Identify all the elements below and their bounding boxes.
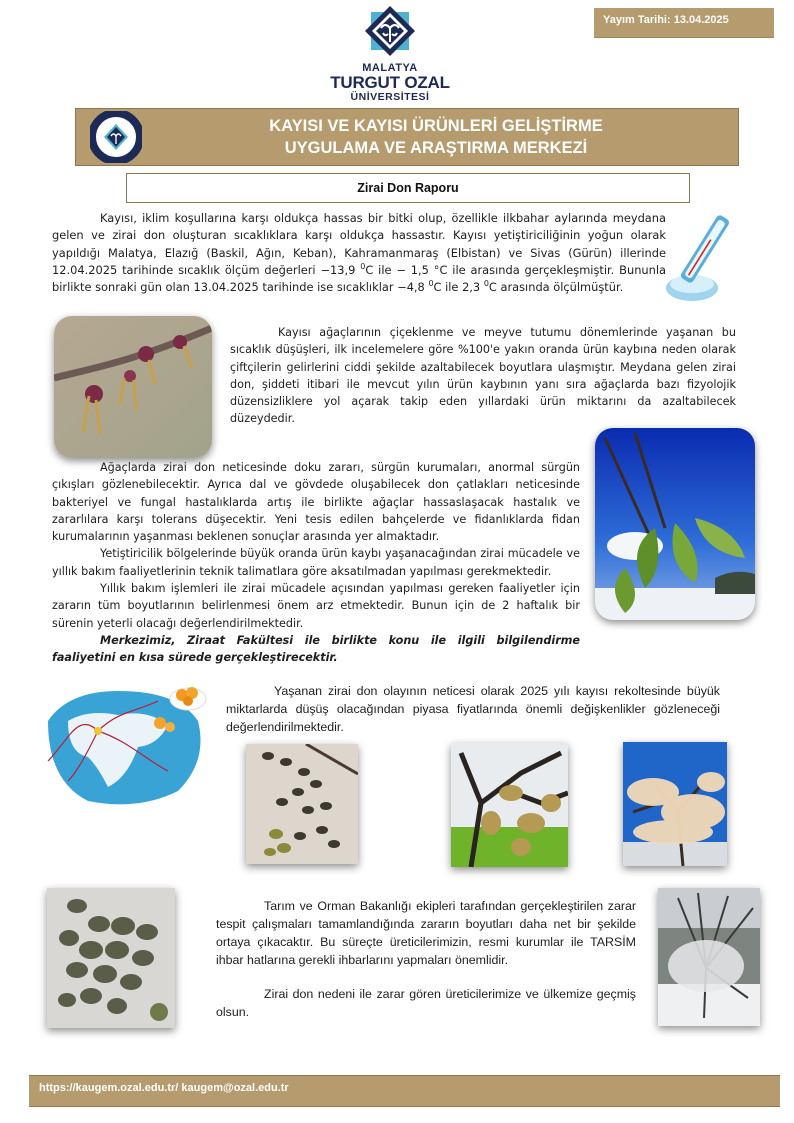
university-emblem-icon [359, 4, 421, 60]
paragraph-tree-damage: Ağaçlarda zirai don neticesinde doku zararı, sürgün kurumaları, anormal sürgün çıkışları gözlenebilecektir. Ayrıca dal ve gövdede oluşabilecek don çatlakları neticesinde bakteriyel ve fungal hastalıklarda artış ile birlikte ağaçlar hassaslaşacak hastalık ve zararlılara karşı tolerans düşecektir. Yeni tesis edilen bahçelerde ve fidanlıklarda fidan kurumalarının yaşanması beklenen sonuçlar arasında yer almaktadır. [52, 461, 580, 544]
paragraph-intro-part-a: Kayısı, iklim koşullarına karşı oldukça hassas bir bitki olup, özellikle ilkbahar aylarında meydana gelen ve zirai don oluşturan sıcaklıklara karşı oldukça hassastır. Kayısı yetiştiriciliğinin yoğun olarak yapıldığı Malatya, Elazığ (Baskil, Ağın, Keban), Kahramanmaraş (Elbistan) ve Sivas (Gürün) illerinde 12.04.2025 tarihinde sıcaklık ölçüm değerleri −13,9 [52, 211, 666, 277]
paragraph-block-tree-effects [52, 459, 580, 667]
paragraph-intro [52, 210, 666, 296]
paragraph-crop-loss: Kayısı ağaçlarının çiçeklenme ve meyve tutumu dönemlerinde yaşanan bu sıcaklık düşüşleri, ilk incelemelere göre %100'e yakın oranda ürün kaybına neden olarak çiftçilerin gelirlerini ciddi şekilde azaltabilecek boyutlara ulaşmıştır. Meydana gelen zirai don, şiddeti itibari ile mevcut yılın ürün kaybının yanı sıra ağaçlarda bazı fizyolojik düzensizliklere yol açarak takip eden yıllardaki ürün miktarını da azaltabilecek düzeydedir. [230, 326, 736, 426]
paragraph-intro-part-b: C ile − 1,5 °C ile arasında gerçekleşmiştir. Bununla birlikte sonraki gün olan 13.04.2025 tarihinde ise sıcaklıklar −4,8 [52, 262, 666, 295]
publish-date-badge: Yayım Tarihi: 13.04.2025 [594, 8, 774, 38]
center-title [156, 115, 716, 159]
snow-covered-tree-image [658, 888, 760, 1026]
logo-line-1: MALATYA [362, 62, 418, 74]
university-seal-icon [90, 111, 142, 163]
degree-superscript: 0 [483, 279, 489, 289]
damaged-kernels-image [47, 888, 175, 1028]
frost-damaged-blossom-image [54, 316, 212, 458]
paragraph-intro-part-c: C ile 2,3 [433, 280, 484, 295]
snow-covered-leaves-image [595, 428, 755, 620]
degree-superscript: 0 [428, 279, 434, 289]
logo-line-3: ÜNİVERSİTESİ [350, 91, 430, 103]
frozen-fruitlets-image [246, 744, 358, 864]
report-title: Zirai Don Raporu [126, 173, 690, 203]
center-title-line-1: KAYISI VE KAYISI ÜRÜNLERİ GELİŞTİRME [269, 117, 603, 135]
paragraph-closing-wishes: Zirai don nedeni ile zarar gören üreticilerimize ve ülkemize geçmiş olsun. [216, 987, 636, 1019]
paragraph-damage-reporting: Tarım ve Orman Bakanlığı ekipleri tarafından gerçekleştirilen zarar tespit çalışmaları tamamlandığında zararın boyutları daha net bir şekilde ortaya çıkacaktır. Bu süreçte üreticilerimizin, resmi kurumlar ile TARSİM ihbar hatlarına gerekli ihbarlarını yapmaları önemlidir. [216, 899, 636, 967]
paragraph-center-announcement: Merkezimiz, Ziraat Fakültesi ile birlikte konu ile ilgili bilgilendirme faaliyetini en kısa sürede gerçekleştirecektir. [52, 633, 580, 665]
world-export-map-image [38, 681, 210, 807]
frost-browned-tree-image [451, 743, 568, 867]
logo-line-2: TURGUT OZAL [330, 73, 450, 92]
center-title-line-2: UYGULAMA VE ARAŞTIRMA MERKEZİ [284, 139, 588, 157]
paragraph-maintenance: Yetiştiricilik bölgelerinde büyük oranda ürün kaybı yaşanacağından zirai mücadele ve yıllık bakım faaliyetlerinin teknik talimatlara göre aksatılmadan yapılması gerekmektedir. [52, 547, 580, 578]
university-logo [330, 4, 450, 103]
blooming-tree-image [623, 742, 727, 866]
paragraph-intro-part-d: C arasında ölçülmüştür. [488, 280, 624, 295]
degree-superscript: 0 [360, 262, 366, 272]
thermometer-image [664, 208, 734, 304]
paragraph-assessment: Yıllık bakım işlemleri ile zirai mücadele açısından yapılması gereken faaliyetler için zararın tüm boyutlarının belirlenmesi önem arz etmektedir. Bunun için de 2 haftalık bir sürenin yeterli olacağı değerlendirilmektedir. [52, 582, 580, 630]
footer-bar [29, 1075, 780, 1107]
center-header-band [75, 108, 739, 166]
footer-contact-links[interactable]: https://kaugem.ozal.edu.tr/ kaugem@ozal.edu.tr [39, 1082, 289, 1094]
paragraph-market-impact: Yaşanan zirai don olayının neticesi olarak 2025 yılı kayısı rekoltesinde büyük miktarlarda düşüş olacağından piyasa fiyatlarında önemli değişkenlikler gözleneceği değerlendirilmektedir. [226, 684, 720, 734]
